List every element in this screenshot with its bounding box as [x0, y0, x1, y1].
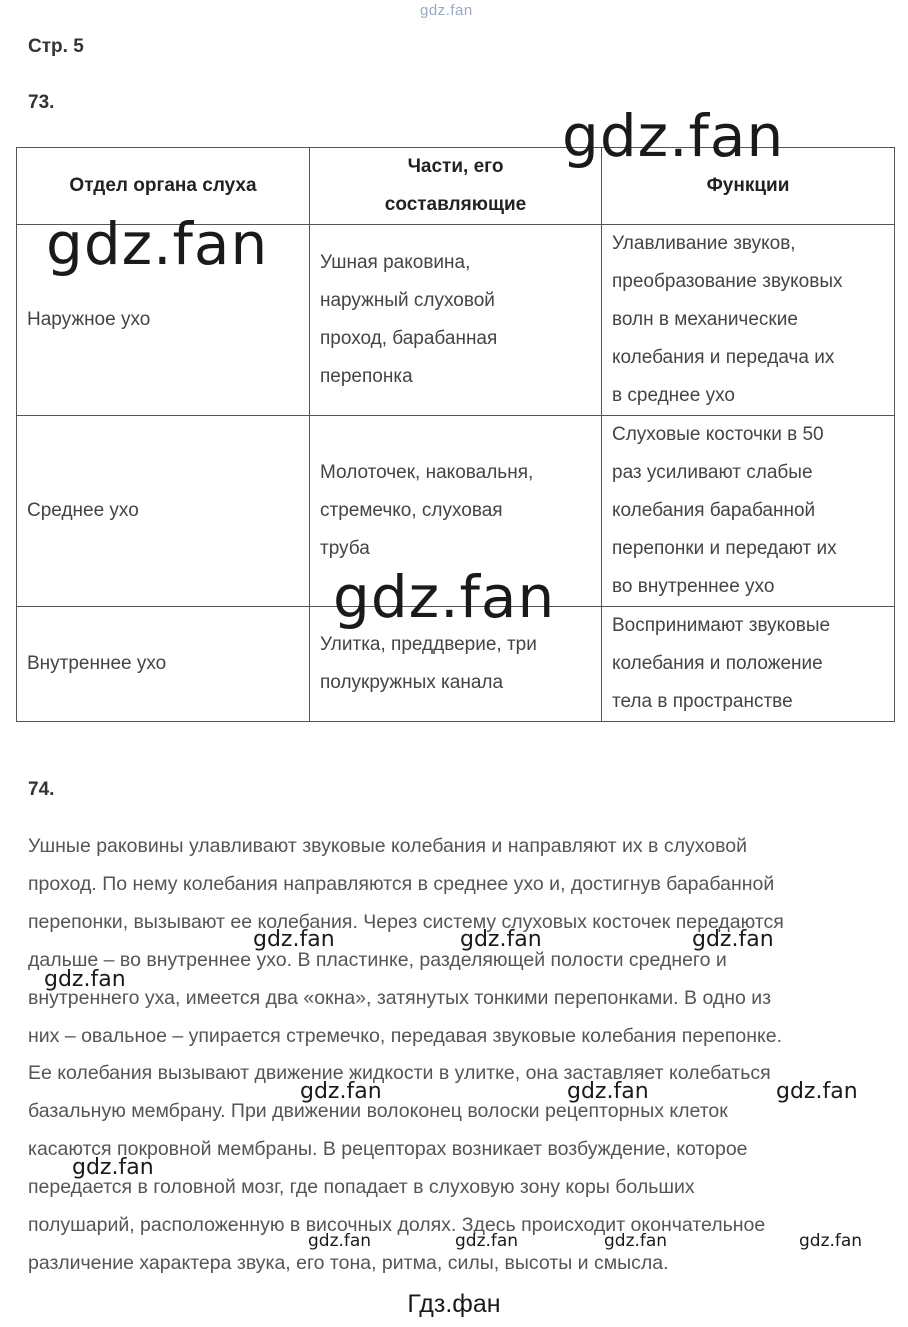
footer-watermark: Гдз.фан — [407, 1290, 501, 1318]
cell-line: стремечко, слуховая — [320, 500, 503, 521]
task-74-paragraph — [28, 828, 890, 1283]
header-section: Отдел органа слуха — [17, 148, 310, 225]
page-label: Стр. 5 — [28, 36, 84, 57]
cell-functions — [602, 225, 895, 416]
cell-section: Внутреннее ухо — [17, 607, 310, 722]
watermark: gdz.fan — [253, 927, 335, 952]
paragraph-line: проход. По нему колебания направляются в среднее ухо и, достигнув барабанной — [28, 872, 775, 895]
cell-line: перепонка — [320, 366, 413, 387]
cell-line: Ушная раковина, — [320, 252, 471, 273]
cell-parts — [310, 225, 602, 416]
watermark: gdz.fan — [776, 1079, 858, 1104]
task-74-number: 74. — [28, 779, 55, 800]
cell-line: раз усиливают слабые — [612, 462, 813, 483]
watermark: gdz.fan — [455, 1231, 519, 1251]
watermark: gdz.fan — [604, 1231, 668, 1251]
cell-line: колебания барабанной — [612, 500, 816, 521]
paragraph-line: касаются покровной мембраны. В рецепторах возникает возбуждение, которое — [28, 1138, 748, 1161]
cell-section: Наружное ухо — [17, 225, 310, 416]
paragraph-line: внутреннего уха, имеется два «окна», затянутых тонкими перепонками. В одно из — [28, 986, 772, 1009]
watermark: gdz.fan — [44, 967, 126, 992]
watermark: gdz.fan — [300, 1079, 382, 1104]
paragraph-line: дальше – во внутреннее ухо. В пластинке, разделяющей полости среднего и — [28, 948, 727, 971]
cell-line: Улавливание звуков, — [612, 233, 796, 254]
cell-line: колебания и положение — [612, 653, 823, 674]
cell-line: преобразование звуковых — [612, 271, 843, 292]
paragraph-line: Ее колебания вызывают движение жидкости в улитке, она заставляет колебаться — [28, 1062, 771, 1085]
watermark: gdz.fan — [308, 1231, 372, 1251]
cell-line: полукружных канала — [320, 672, 504, 693]
cell-line: проход, барабанная — [320, 328, 498, 349]
cell-line: во внутреннее ухо — [612, 576, 775, 597]
cell-line: колебания и передача их — [612, 347, 835, 368]
paragraph-line: перепонки, вызывают ее колебания. Через систему слуховых косточек передаются — [28, 910, 784, 933]
cell-line: наружный слуховой — [320, 290, 495, 311]
top-watermark: gdz.fan — [420, 2, 473, 19]
cell-line: волн в механические — [612, 309, 798, 330]
cell-line: Улитка, преддверие, три — [320, 634, 537, 655]
cell-line: Молоточек, наковальня, — [320, 462, 534, 483]
cell-line: перепонки и передают их — [612, 538, 837, 559]
task-73-number: 73. — [28, 92, 55, 113]
watermark: gdz.fan — [799, 1231, 863, 1251]
cell-functions — [602, 607, 895, 722]
watermark: gdz.fan — [562, 102, 785, 170]
cell-functions — [602, 416, 895, 607]
header-functions: Функции — [602, 148, 895, 225]
cell-line: в среднее ухо — [612, 385, 735, 406]
paragraph-line: различение характера звука, его тона, ритма, силы, высоты и смысла. — [28, 1251, 669, 1274]
paragraph-line: базальную мембрану. При движении волоконец волоски рецепторных клеток — [28, 1100, 728, 1123]
cell-section: Среднее ухо — [17, 416, 310, 607]
cell-line: Воспринимают звуковые — [612, 615, 831, 636]
watermark: gdz.fan — [333, 563, 556, 631]
cell-line: труба — [320, 538, 370, 559]
header-parts: Части, его составляющие — [310, 148, 602, 225]
paragraph-line: Ушные раковины улавливают звуковые колебания и направляют их в слуховой — [28, 835, 747, 857]
paragraph-line: полушарий, расположенную в височных долях. Здесь происходит окончательное — [28, 1214, 766, 1237]
paragraph-line: них – овальное – упирается стремечко, передавая звуковые колебания перепонке. — [28, 1024, 783, 1047]
watermark: gdz.fan — [692, 927, 774, 952]
watermark: gdz.fan — [460, 927, 542, 952]
watermark: gdz.fan — [567, 1079, 649, 1104]
watermark: gdz.fan — [46, 210, 269, 278]
cell-line: Слуховые косточки в 50 — [612, 424, 824, 445]
cell-line: тела в пространстве — [612, 691, 793, 712]
watermark: gdz.fan — [72, 1155, 154, 1180]
paragraph-line: передается в головной мозг, где попадает в слуховую зону коры больших — [28, 1176, 695, 1199]
